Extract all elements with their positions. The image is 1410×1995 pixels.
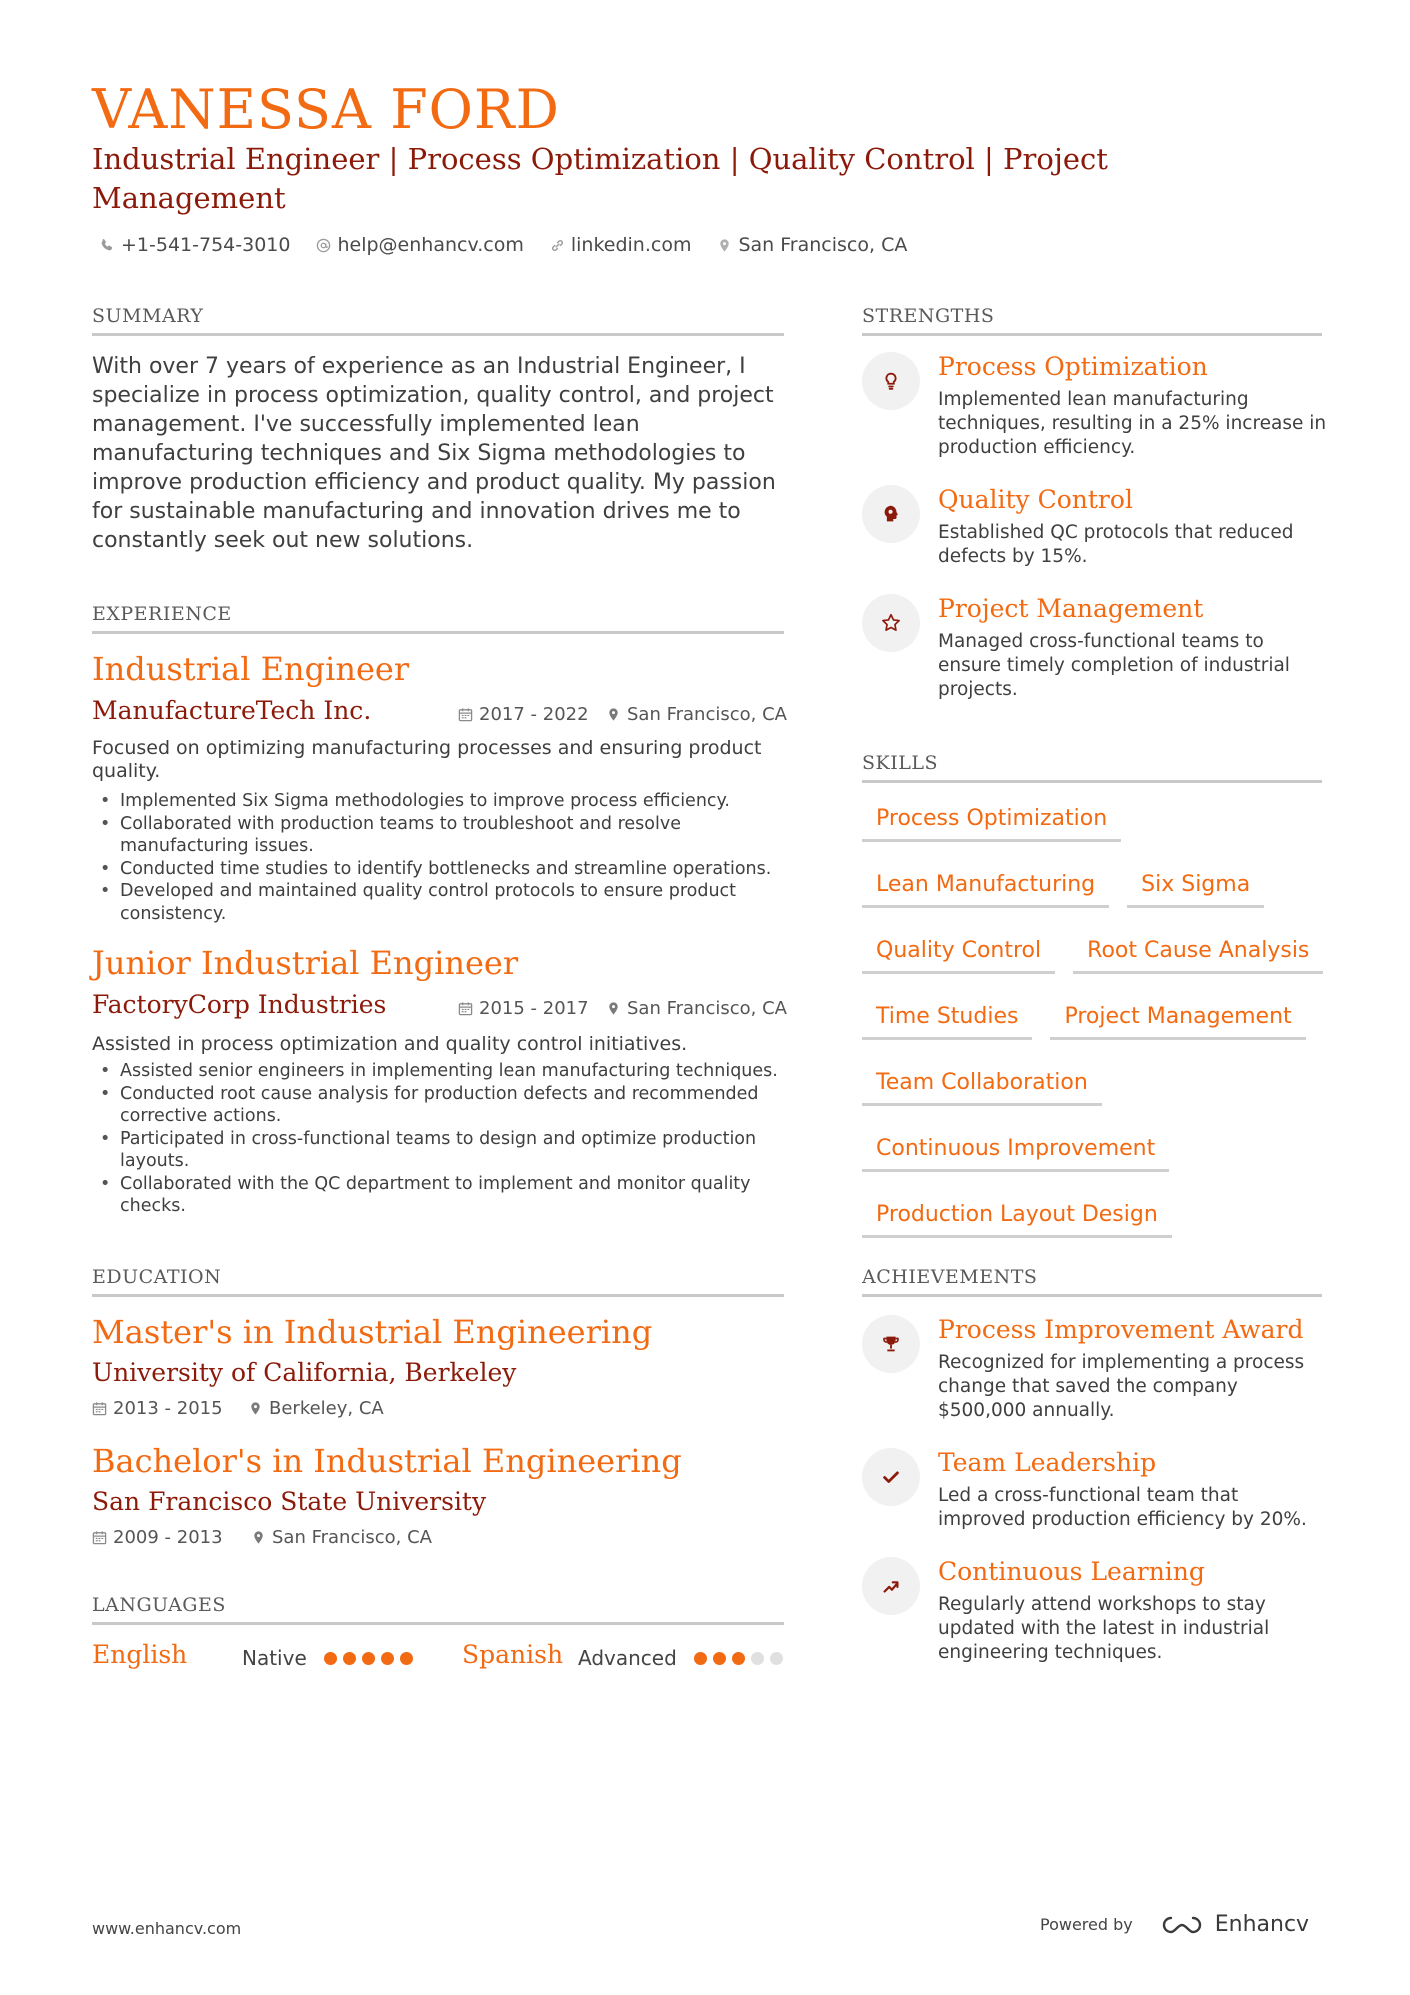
job-dates-text: 2017 - 2022 xyxy=(479,704,589,725)
skill-tag: Continuous Improvement xyxy=(862,1130,1169,1172)
star-icon xyxy=(862,594,920,652)
footer-branding xyxy=(1040,1912,1309,1937)
skill-tag: Lean Manufacturing xyxy=(862,866,1109,908)
candidate-name: VANESSA FORD xyxy=(92,78,560,141)
location-pin-icon xyxy=(251,1530,266,1545)
job-bullet: • Collaborated with the QC department to implement and monitor quality checks. xyxy=(92,1173,782,1218)
education-dates-text: 2009 - 2013 xyxy=(113,1527,223,1548)
enhancv-logo-icon xyxy=(1159,1914,1205,1936)
location-pin-icon xyxy=(248,1401,263,1416)
location-pin-icon xyxy=(606,707,621,722)
calendar-icon xyxy=(458,707,473,722)
job-bullet: • Implemented Six Sigma methodologies to improve process efficiency. xyxy=(92,790,782,813)
skill-tag: Root Cause Analysis xyxy=(1073,932,1323,974)
location-pin-icon xyxy=(606,1001,621,1016)
lightbulb-icon xyxy=(862,352,920,410)
education-location xyxy=(251,1527,432,1548)
job-dates-text: 2015 - 2017 xyxy=(479,998,589,1019)
achievement-description: Led a cross-functional team that improved production efficiency by 20%. xyxy=(938,1485,1307,1530)
education-dates xyxy=(92,1398,223,1419)
school-name: University of California, Berkeley xyxy=(92,1358,517,1387)
contact-phone xyxy=(100,234,290,256)
job-dates xyxy=(458,998,589,1019)
calendar-icon xyxy=(458,1001,473,1016)
rating-dot-filled xyxy=(381,1652,394,1665)
language-level: Advanced xyxy=(578,1646,677,1670)
job-bullets xyxy=(92,1060,782,1218)
checkmark-icon xyxy=(862,1448,920,1506)
languages-row xyxy=(92,1640,792,1676)
at-sign-icon xyxy=(316,238,331,253)
skill-tag: Team Collaboration xyxy=(862,1064,1102,1106)
skill-tag: Time Studies xyxy=(862,998,1032,1040)
job-title: Junior Industrial Engineer xyxy=(92,944,519,982)
skills-heading: SKILLS xyxy=(862,752,1322,783)
job-location xyxy=(606,704,787,725)
experience-heading: EXPERIENCE xyxy=(92,603,784,634)
contact-email[interactable] xyxy=(316,234,523,256)
strength-title: Quality Control xyxy=(938,485,1133,514)
strength-description: Implemented lean manufacturing techniques, resulting in a 25% increase in production efficiency. xyxy=(938,389,1327,458)
brand-logo[interactable] xyxy=(1159,1912,1309,1937)
language-name: English xyxy=(92,1640,188,1669)
achievement-title: Continuous Learning xyxy=(938,1557,1205,1586)
rating-dot-filled xyxy=(400,1652,413,1665)
job-bullet: • Conducted time studies to identify bottlenecks and streamline operations. xyxy=(92,858,782,881)
job-company: ManufactureTech Inc. xyxy=(92,696,372,725)
job-location xyxy=(606,998,787,1019)
school-name: San Francisco State University xyxy=(92,1487,487,1516)
rating-dot-filled xyxy=(324,1652,337,1665)
strength-description: Managed cross-functional teams to ensure timely completion of industrial projects. xyxy=(938,631,1290,700)
language-rating xyxy=(324,1652,413,1665)
footer-website[interactable]: www.enhancv.com xyxy=(92,1919,242,1938)
skill-tag: Six Sigma xyxy=(1127,866,1264,908)
language-rating xyxy=(694,1652,783,1665)
location-text: San Francisco, CA xyxy=(738,234,908,256)
trophy-icon xyxy=(862,1315,920,1373)
skill-tag: Production Layout Design xyxy=(862,1196,1172,1238)
job-location-text: San Francisco, CA xyxy=(627,704,787,725)
skill-tag: Quality Control xyxy=(862,932,1055,974)
job-dates xyxy=(458,704,589,725)
head-brain-icon xyxy=(862,485,920,543)
strength-title: Process Optimization xyxy=(938,352,1208,381)
rating-dot-empty xyxy=(770,1652,783,1665)
skills-list xyxy=(862,800,1332,1238)
job-bullet: • Conducted root cause analysis for production defects and recommended corrective actions. xyxy=(92,1083,782,1128)
job-bullet: • Assisted senior engineers in implementing lean manufacturing techniques. xyxy=(92,1060,782,1083)
contact-bar xyxy=(100,234,907,256)
job-bullet: • Collaborated with production teams to troubleshoot and resolve manufacturing issues. xyxy=(92,813,782,858)
education-location-text: San Francisco, CA xyxy=(272,1527,432,1548)
achievement-description: Recognized for implementing a process change that saved the company $500,000 annually. xyxy=(938,1352,1305,1421)
summary-text: With over 7 years of experience as an Industrial Engineer, I specialize in process optimization, quality control, and project management. I've successfully implemented lean manufacturing techniques and Six Sigma methodologies to improve production efficiency and product quality. My passion for sustainable manufacturing and innovation drives me to constantly seek out new solutions. xyxy=(92,354,776,553)
achievement-title: Process Improvement Award xyxy=(938,1315,1304,1344)
location-pin-icon xyxy=(717,238,732,253)
strengths-heading: STRENGTHS xyxy=(862,305,1322,336)
education-dates-text: 2013 - 2015 xyxy=(113,1398,223,1419)
job-title: Industrial Engineer xyxy=(92,650,410,688)
achievements-heading: ACHIEVEMENTS xyxy=(862,1266,1322,1297)
degree-title: Bachelor's in Industrial Engineering xyxy=(92,1442,682,1480)
contact-location xyxy=(717,234,907,256)
job-bullet: • Developed and maintained quality control protocols to ensure product consistency. xyxy=(92,880,782,925)
calendar-icon xyxy=(92,1530,107,1545)
phone-text: +1-541-754-3010 xyxy=(121,234,291,256)
education-location-text: Berkeley, CA xyxy=(269,1398,384,1419)
job-bullet: • Participated in cross-functional teams to design and optimize production layouts. xyxy=(92,1128,782,1173)
phone-icon xyxy=(100,238,115,253)
rating-dot-filled xyxy=(343,1652,356,1665)
linkedin-text[interactable]: linkedin.com xyxy=(570,234,692,256)
email-text[interactable]: help@enhancv.com xyxy=(337,234,524,256)
education-location xyxy=(248,1398,384,1419)
job-company: FactoryCorp Industries xyxy=(92,990,387,1019)
candidate-headline: Industrial Engineer | Process Optimization | Quality Control | Project Management xyxy=(92,142,1108,215)
language-name: Spanish xyxy=(462,1640,564,1669)
rating-dot-empty xyxy=(751,1652,764,1665)
rating-dot-filled xyxy=(713,1652,726,1665)
contact-linkedin[interactable] xyxy=(550,234,692,256)
rating-dot-filled xyxy=(732,1652,745,1665)
job-location-text: San Francisco, CA xyxy=(627,998,787,1019)
job-description: Assisted in process optimization and quality control initiatives. xyxy=(92,1033,688,1055)
rating-dot-filled xyxy=(362,1652,375,1665)
strength-title: Project Management xyxy=(938,594,1204,623)
achievement-title: Team Leadership xyxy=(938,1448,1157,1477)
languages-heading: LANGUAGES xyxy=(92,1594,784,1625)
skill-tag: Process Optimization xyxy=(862,800,1121,842)
achievement-description: Regularly attend workshops to stay updated with the latest in industrial engineering techniques. xyxy=(938,1594,1270,1663)
education-dates xyxy=(92,1527,223,1548)
education-heading: EDUCATION xyxy=(92,1266,784,1297)
strength-description: Established QC protocols that reduced defects by 15%. xyxy=(938,522,1294,567)
link-icon xyxy=(550,238,565,253)
job-bullets xyxy=(92,790,782,925)
job-description: Focused on optimizing manufacturing processes and ensuring product quality. xyxy=(92,737,762,782)
powered-by-text: Powered by xyxy=(1040,1915,1133,1934)
degree-title: Master's in Industrial Engineering xyxy=(92,1313,653,1351)
growth-arrow-icon xyxy=(862,1557,920,1615)
skill-tag: Project Management xyxy=(1050,998,1305,1040)
language-level: Native xyxy=(242,1646,307,1670)
brand-name: Enhancv xyxy=(1214,1912,1310,1937)
calendar-icon xyxy=(92,1401,107,1416)
rating-dot-filled xyxy=(694,1652,707,1665)
summary-heading: SUMMARY xyxy=(92,305,784,336)
